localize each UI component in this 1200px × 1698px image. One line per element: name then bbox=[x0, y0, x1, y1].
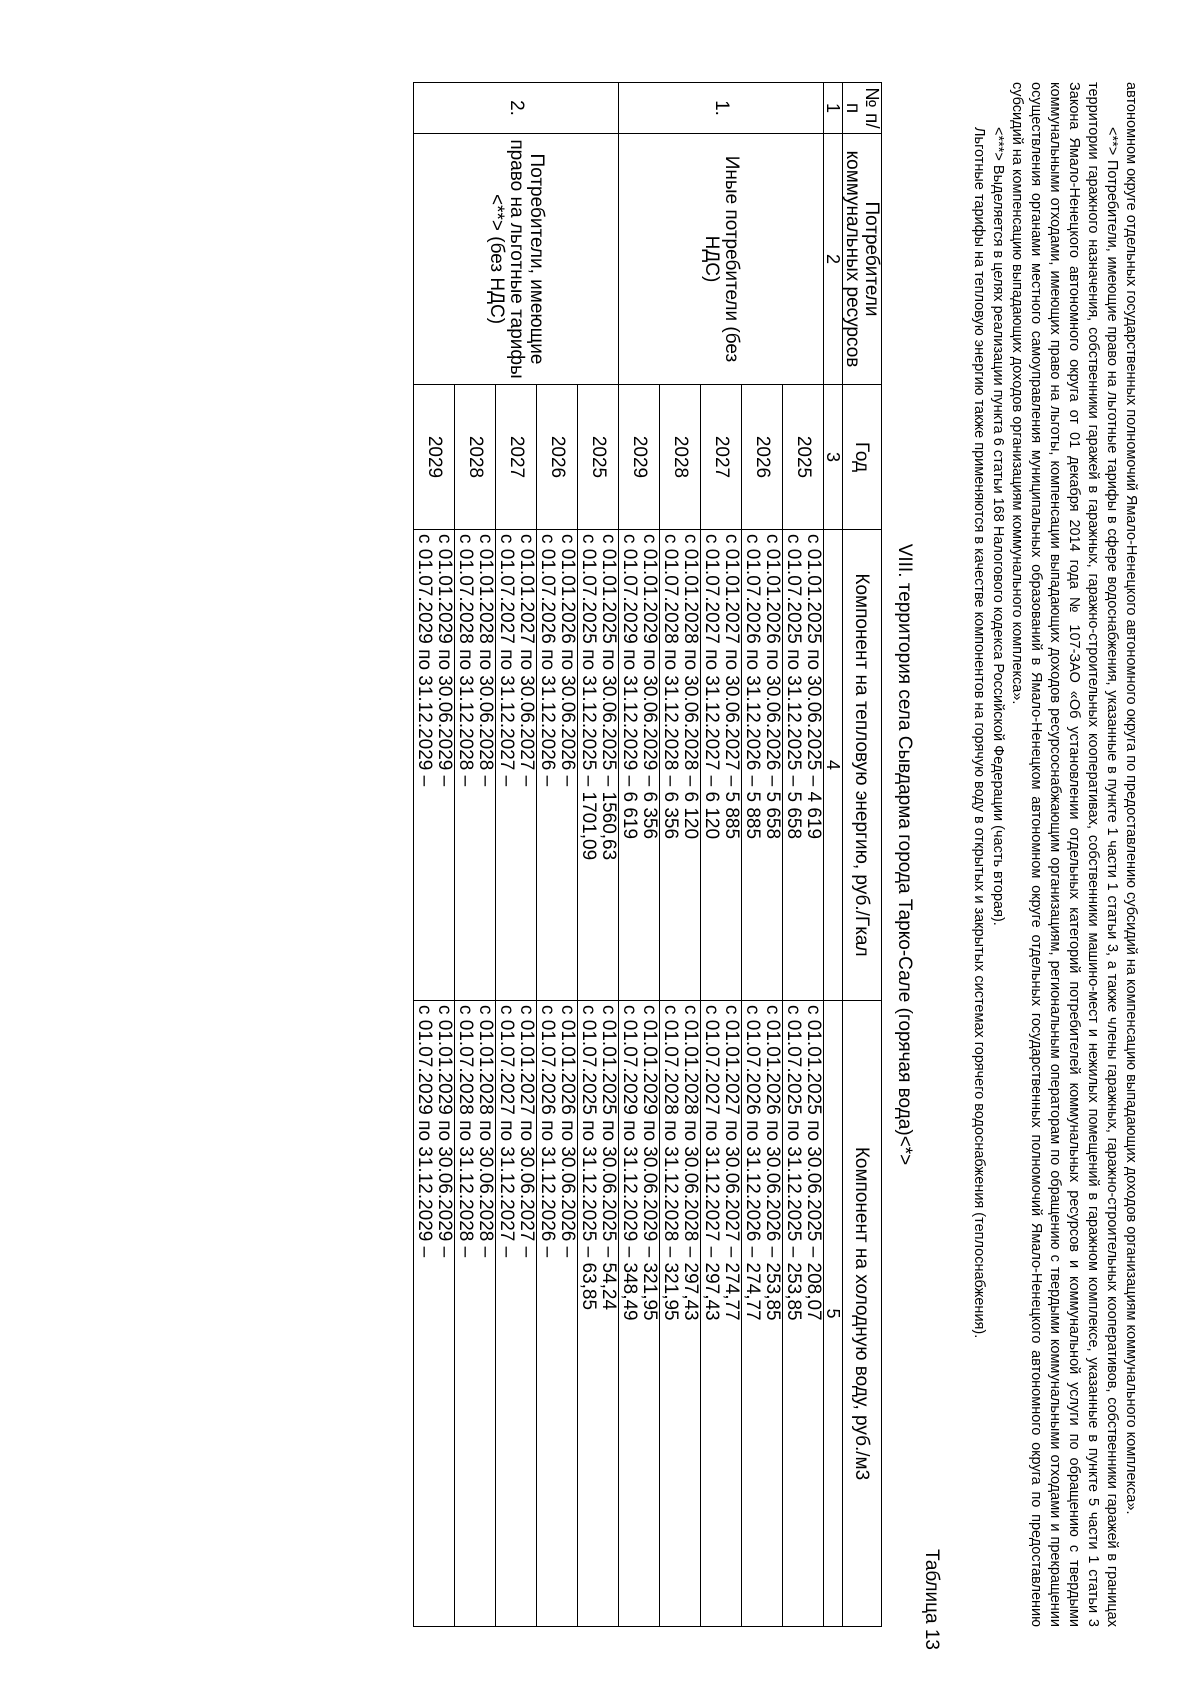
cold-water-tariff-cell: с 01.01.2025 по 30.06.2025 – 54,24 с 01.07.2025 по 31.12.2025 – 63,85 bbox=[578, 1001, 619, 1627]
heat-tariff-cell: с 01.01.2027 по 30.06.2027 – с 01.07.2027 по 31.12.2027 – bbox=[496, 530, 537, 1001]
year-cell: 2026 bbox=[537, 385, 578, 530]
heat-tariff-cell: с 01.01.2027 по 30.06.2027 – 5 885 с 01.07.2027 по 31.12.2027 – 6 120 bbox=[701, 530, 742, 1001]
group-number: 1. bbox=[619, 83, 824, 134]
heat-tariff-cell: с 01.01.2025 по 30.06.2025 – 1560,63 с 01.07.2025 по 31.12.2025 – 1701,09 bbox=[578, 530, 619, 1001]
year-cell: 2029 bbox=[414, 385, 455, 530]
heat-tariff-cell: с 01.01.2029 по 30.06.2029 – с 01.07.2029 по 31.12.2029 – bbox=[414, 530, 455, 1001]
footnote-hot-water-note: Льготные тарифы на тепловую энергию также применяются в качестве компонентов на горячую воду в открытых и закрытых системах горячего водоснабжения (теплоснабжения). bbox=[971, 127, 987, 1339]
cold-water-tariff-cell: с 01.01.2025 по 30.06.2025 – 208,07 с 01.07.2025 по 31.12.2025 – 253,85 bbox=[783, 1001, 824, 1627]
heat-tariff-cell: с 01.01.2026 по 30.06.2026 – 5 658 с 01.07.2026 по 31.12.2026 – 5 885 bbox=[742, 530, 783, 1001]
column-number: 5 bbox=[824, 1001, 843, 1627]
column-number: 4 bbox=[824, 530, 843, 1001]
header-cold-water-component: Компонент на холодную воду, руб./м3 bbox=[843, 1001, 882, 1627]
table-header-row bbox=[843, 83, 882, 1627]
column-number: 3 bbox=[824, 385, 843, 530]
year-cell: 2025 bbox=[783, 385, 824, 530]
header-consumers: Потребители коммунальных ресурсов bbox=[843, 134, 882, 385]
header-year: Год bbox=[843, 385, 882, 530]
cold-water-tariff-cell: с 01.01.2027 по 30.06.2027 – с 01.07.2027 по 31.12.2027 – bbox=[496, 1001, 537, 1627]
cold-water-tariff-cell: с 01.01.2029 по 30.06.2029 – с 01.07.2029 по 31.12.2029 – bbox=[414, 1001, 455, 1627]
cold-water-tariff-cell: с 01.01.2028 по 30.06.2028 – 297,43 с 01.07.2028 по 31.12.2028 – 321,95 bbox=[660, 1001, 701, 1627]
header-number: № п/п bbox=[843, 83, 882, 134]
table-title: VIII. территория села Сывдарма города Тарко-Сале (горячая вода)<*> bbox=[894, 543, 915, 1166]
cold-water-tariff-cell: с 01.01.2026 по 30.06.2026 – 253,85 с 01.07.2026 по 31.12.2026 – 274,77 bbox=[742, 1001, 783, 1627]
table-row bbox=[578, 83, 619, 1627]
consumer-category: Иные потребители (без НДС) bbox=[619, 134, 824, 385]
table-row bbox=[783, 83, 824, 1627]
footnote-continuation: автономном округе отдельных государственных полномочий Ямало-Ненецкого автономного округа по предоставлению субсидий на компенсацию выпадающих доходов организациям коммунального комплекса». bbox=[1123, 82, 1139, 1515]
year-cell: 2027 bbox=[496, 385, 537, 530]
cold-water-tariff-cell: с 01.01.2028 по 30.06.2028 – с 01.07.2028 по 31.12.2028 – bbox=[455, 1001, 496, 1627]
year-cell: 2029 bbox=[619, 385, 660, 530]
column-number-row bbox=[824, 83, 843, 1627]
table-number: Таблица 13 bbox=[921, 1549, 942, 1650]
year-cell: 2028 bbox=[660, 385, 701, 530]
column-number: 1 bbox=[824, 83, 843, 134]
year-cell: 2027 bbox=[701, 385, 742, 530]
footnotes bbox=[969, 82, 1140, 1627]
heat-tariff-cell: с 01.01.2028 по 30.06.2028 – 6 120 с 01.07.2028 по 31.12.2028 – 6 356 bbox=[660, 530, 701, 1001]
year-cell: 2028 bbox=[455, 385, 496, 530]
heat-tariff-cell: с 01.01.2029 по 30.06.2029 – 6 356 с 01.07.2029 по 31.12.2029 – 6 619 bbox=[619, 530, 660, 1001]
footnote-double-star: <**> Потребители, имеющие право на льготные тарифы в сфере водоснабжения, указанные в пункте 1 части 1 статьи 3, а также члены гаражных, гаражно-строительных кооперативов, собственники гаражей в границах территории гаражного назначения, собственники гаражей в гаражных, гаражно-строительных кооперативах, собственники машино-мест и нежилых помещений в гаражном комплексе, указанные в пункте 5 части 1 статьи 3 Закона Ямало-Ненецкого автономного округа от 01 декабря 2014 года № 107-ЗАО «Об установлении отдельных категорий потребителей коммунальных ресурсов и коммунальной услуги по обращению с твердыми коммунальными отходами, имеющих право на льготы, компенсации выпадающих доходов ресурсоснабжающим организациям, региональным операторам по обращению с твердыми коммунальными отходами и прекращении осуществления органами местного самоуправления муниципальных образований в Ямало-Ненецком автономном округе отдельных государственных полномочий Ямало-Ненецкого автономного округа по предоставлению субсидий на компенсацию выпадающих доходов организациям коммунального комплекса». bbox=[1009, 82, 1120, 1627]
group-number: 2. bbox=[414, 83, 619, 134]
tariff-table bbox=[413, 82, 882, 1627]
year-cell: 2025 bbox=[578, 385, 619, 530]
column-number: 2 bbox=[824, 134, 843, 385]
consumer-category: Потребители, имеющие право на льготные тарифы <**> (без НДС) bbox=[414, 134, 619, 385]
heat-tariff-cell: с 01.01.2028 по 30.06.2028 – с 01.07.2028 по 31.12.2028 – bbox=[455, 530, 496, 1001]
heat-tariff-cell: с 01.01.2026 по 30.06.2026 – с 01.07.2026 по 31.12.2026 – bbox=[537, 530, 578, 1001]
cold-water-tariff-cell: с 01.01.2029 по 30.06.2029 – 321,95 с 01.07.2029 по 31.12.2029 – 348,49 bbox=[619, 1001, 660, 1627]
cold-water-tariff-cell: с 01.01.2027 по 30.06.2027 – 274,77 с 01.07.2027 по 31.12.2027 – 297,43 bbox=[701, 1001, 742, 1627]
cold-water-tariff-cell: с 01.01.2026 по 30.06.2026 – с 01.07.2026 по 31.12.2026 – bbox=[537, 1001, 578, 1627]
footnote-triple-star: <***> Выделяется в целях реализации пункта 6 статьи 168 Налогового кодекса Российской Федерации (часть вторая). bbox=[990, 127, 1006, 926]
header-heat-component: Компонент на тепловую энергию, руб./Гкал bbox=[843, 530, 882, 1001]
year-cell: 2026 bbox=[742, 385, 783, 530]
heat-tariff-cell: с 01.01.2025 по 30.06.2025 – 4 619 с 01.07.2025 по 31.12.2025 – 5 658 bbox=[783, 530, 824, 1001]
